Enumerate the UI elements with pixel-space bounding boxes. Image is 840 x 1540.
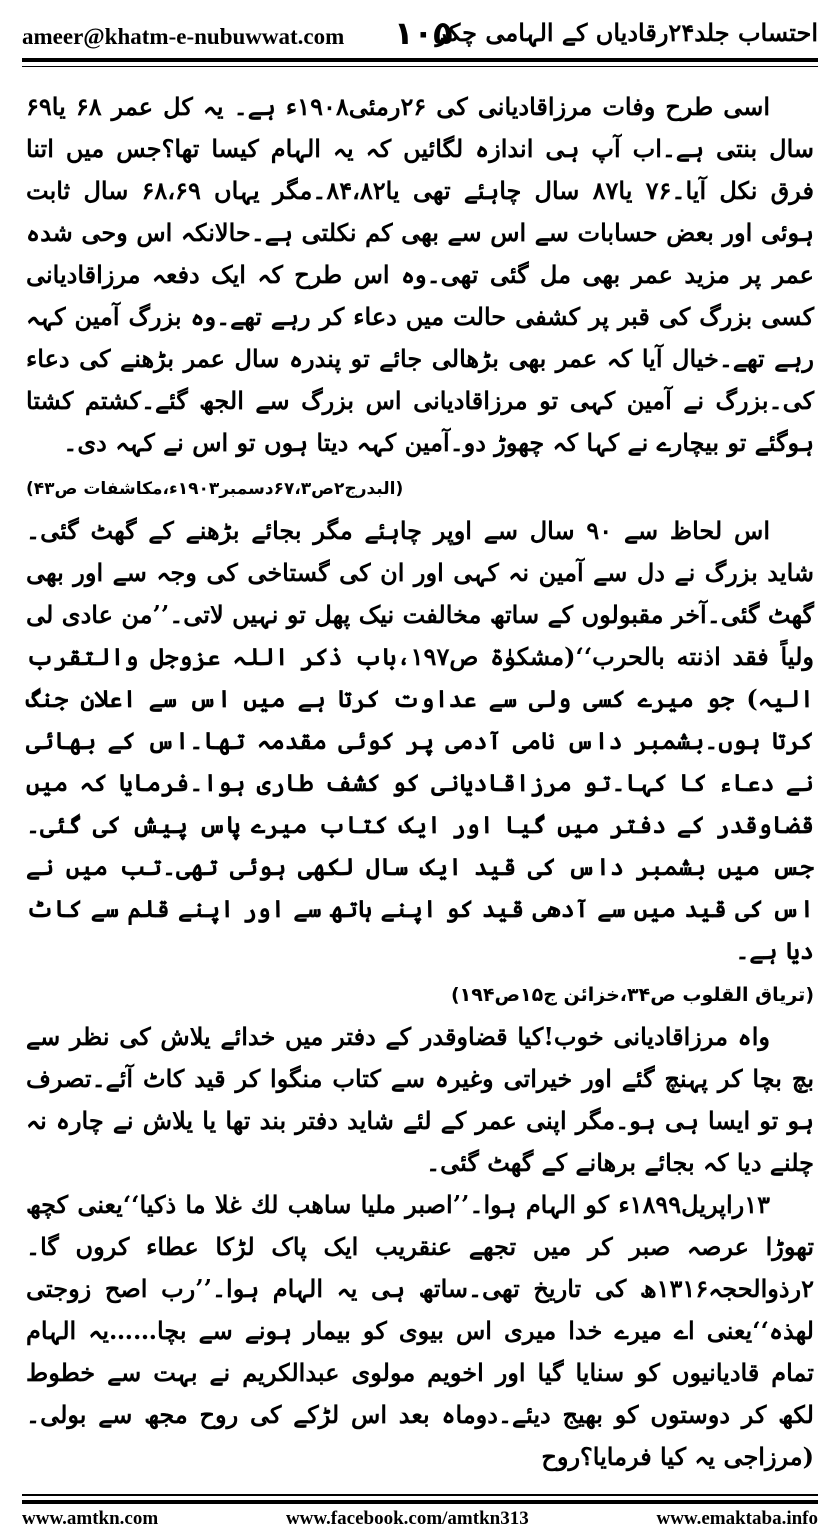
paragraph-4-text: ۱۳راپریل۱۸۹۹ء کو الہام ہوا۔’’اصبر مليا ساهب لك غلا ما ذكيا‘‘یعنی کچھ تھوڑا عرصہ صبر کر میں تجھے عنقریب ایک پاک لڑکا عطاء کروں گا۔۲رذوالحجہ۱۳۱۶ھ کی تاریخ تھی۔ساتھ ہی یہ الہام ہوا۔’’رب اصح زوجتی لهذہ‘‘یعنی اے میرے خدا میری اس بیوی کو بیمار ہونے سے بچا……یہ الہام تمام قادیانیوں کو سنایا گیا اور اخویم مولوی عبدالکریم نے بہت سے خطوط لکھ کر دوستوں کو بھیج دیئے۔دوماہ بعد اس لڑکے کی روح مجھ سے بولی۔(مرزاجی یہ کیا فرمایا؟روح	[26, 1190, 814, 1471]
paragraph-3	[26, 1016, 814, 1184]
footer-site-facebook[interactable]: www.facebook.com/amtkn313	[285, 1508, 529, 1529]
book-title: احتساب جلد۲۴رقادیاں کے الہامی چکر	[435, 18, 818, 47]
footer-rule-thin	[22, 1494, 818, 1496]
page-body	[26, 86, 814, 1478]
paragraph-2	[26, 510, 814, 972]
paragraph-3-text: واہ مرزاقادیانی خوب!کیا قضاوقدر کے دفتر میں خدائے یلاش کی نظر سے بچ بچا کر پہنچ گئے اور خیراتی وغیرہ سے کتاب منگوا کر قید کاٹ آئے۔تصرف ہو تو ایسا ہی ہو۔مگر اپنی عمر کے لئے شاید دفتر بند تھا یا یلاش نے چارہ نہ چلنے دیا کہ بجائے برھانے کے گھٹ گئی۔	[26, 1022, 814, 1177]
header-email: ameer@khatm-e-nubuwwat.com	[22, 24, 345, 49]
reference-2-line	[26, 972, 814, 1016]
header-rule-thick	[22, 58, 818, 62]
reference-2: (تریاق القلوب ص۳۴،خزائن ج۱۵ص۱۹۴)	[450, 984, 814, 1006]
page-number: ۱۰۵	[394, 14, 453, 52]
footer-site-amtkn[interactable]: www.amtkn.com	[22, 1508, 159, 1529]
reference-1: (البدرج۲ص۶۷،۳دسمبر۱۹۰۳ء،مکاشفات ص۴۳)	[26, 479, 404, 499]
paragraph-1-text: اسی طرح وفات مرزاقادیانی کی ۲۶رمئی۱۹۰۸ء ہے۔ یہ کل عمر ۶۸ یا۶۹ سال بنتی ہے۔اب آپ ہی اندازہ لگائیں کہ یہ الہام کیسا تھا؟جس میں اتنا فرق نکل آیا۔۷۶ یا۸۷ سال چاہئے تھی یا۸۴،۸۲۔مگر یہاں ۶۸،۶۹ سال ثابت ہوئی اور بعض حسابات سے اس سے بھی کم نکلتی ہے۔حالانکہ اس وحی شدہ عمر پر مزید عمر بھی مل گئی تھی۔وہ اس طرح کہ ایک دفعہ مرزاقادیانی کسی بزرگ کی قبر پر کشفی حالت میں دعاء کر رہے تھے۔وہ بزرگ آمین کہہ رہے تھے۔خیال آیا کہ عمر بھی بڑھالی جائے تو پندرہ سال عمر بڑھنے کی دعاء کی۔بزرگ نے آمین کہی تو مرزاقادیانی اس بزرگ سے الجھ گئے۔کشتم کشتا ہوگئے تو بیچارے نے کہا کہ چھوڑ دو۔آمین کہہ دیتا ہوں تو اس نے کہہ دی۔	[26, 92, 815, 457]
page-footer	[22, 1508, 818, 1538]
paragraph-4	[26, 1184, 814, 1478]
page-header	[22, 10, 818, 58]
header-rule-thin	[22, 66, 818, 67]
paragraph-1	[26, 86, 815, 499]
footer-rule-thick	[22, 1500, 818, 1504]
footer-site-emaktaba[interactable]: www.emaktaba.info	[656, 1508, 818, 1529]
paragraph-2-text: اس لحاظ سے ۹۰ سال سے اوپر چاہئے مگر بجائے بڑھنے کے گھٹ گئی۔شاید بزرگ نے دل سے آمین نہ کہی اور ان کی گستاخی کی وجہ سے اور بھی گھٹ گئی۔آخر مقبولوں کے ساتھ مخالفت نیک پھل تو نہیں لاتی۔’’من عادی لی ولیاً فقد اذنته بالحرب‘‘(مشکوٰۃ ص۱۹۷،باب ذکر اللہ عزوجل والتقرب الیہ) جو میرے کسی ولی سے عداوت کرتا ہے میں اس سے اعلان جنگ کرتا ہوں۔بشمبر داس نامی آدمی پر کوئی مقدمہ تھا۔اس کے بھائی نے دعاء کا کہا۔تو مرزاقادیانی کو کشف طاری ہوا۔فرمایا کہ میں قضاوقدر کے دفتر میں گیا اور ایک کتاب میرے پاس پیش کی گئی۔جس میں بشمبر داس کی قید ایک سال لکھی ہوئی تھی۔تب میں نے اس کی قید میں سے آدھی قید کو اپنے ہاتھ سے اور اپنے قلم سے کاٹ دیا ہے۔	[26, 516, 814, 965]
